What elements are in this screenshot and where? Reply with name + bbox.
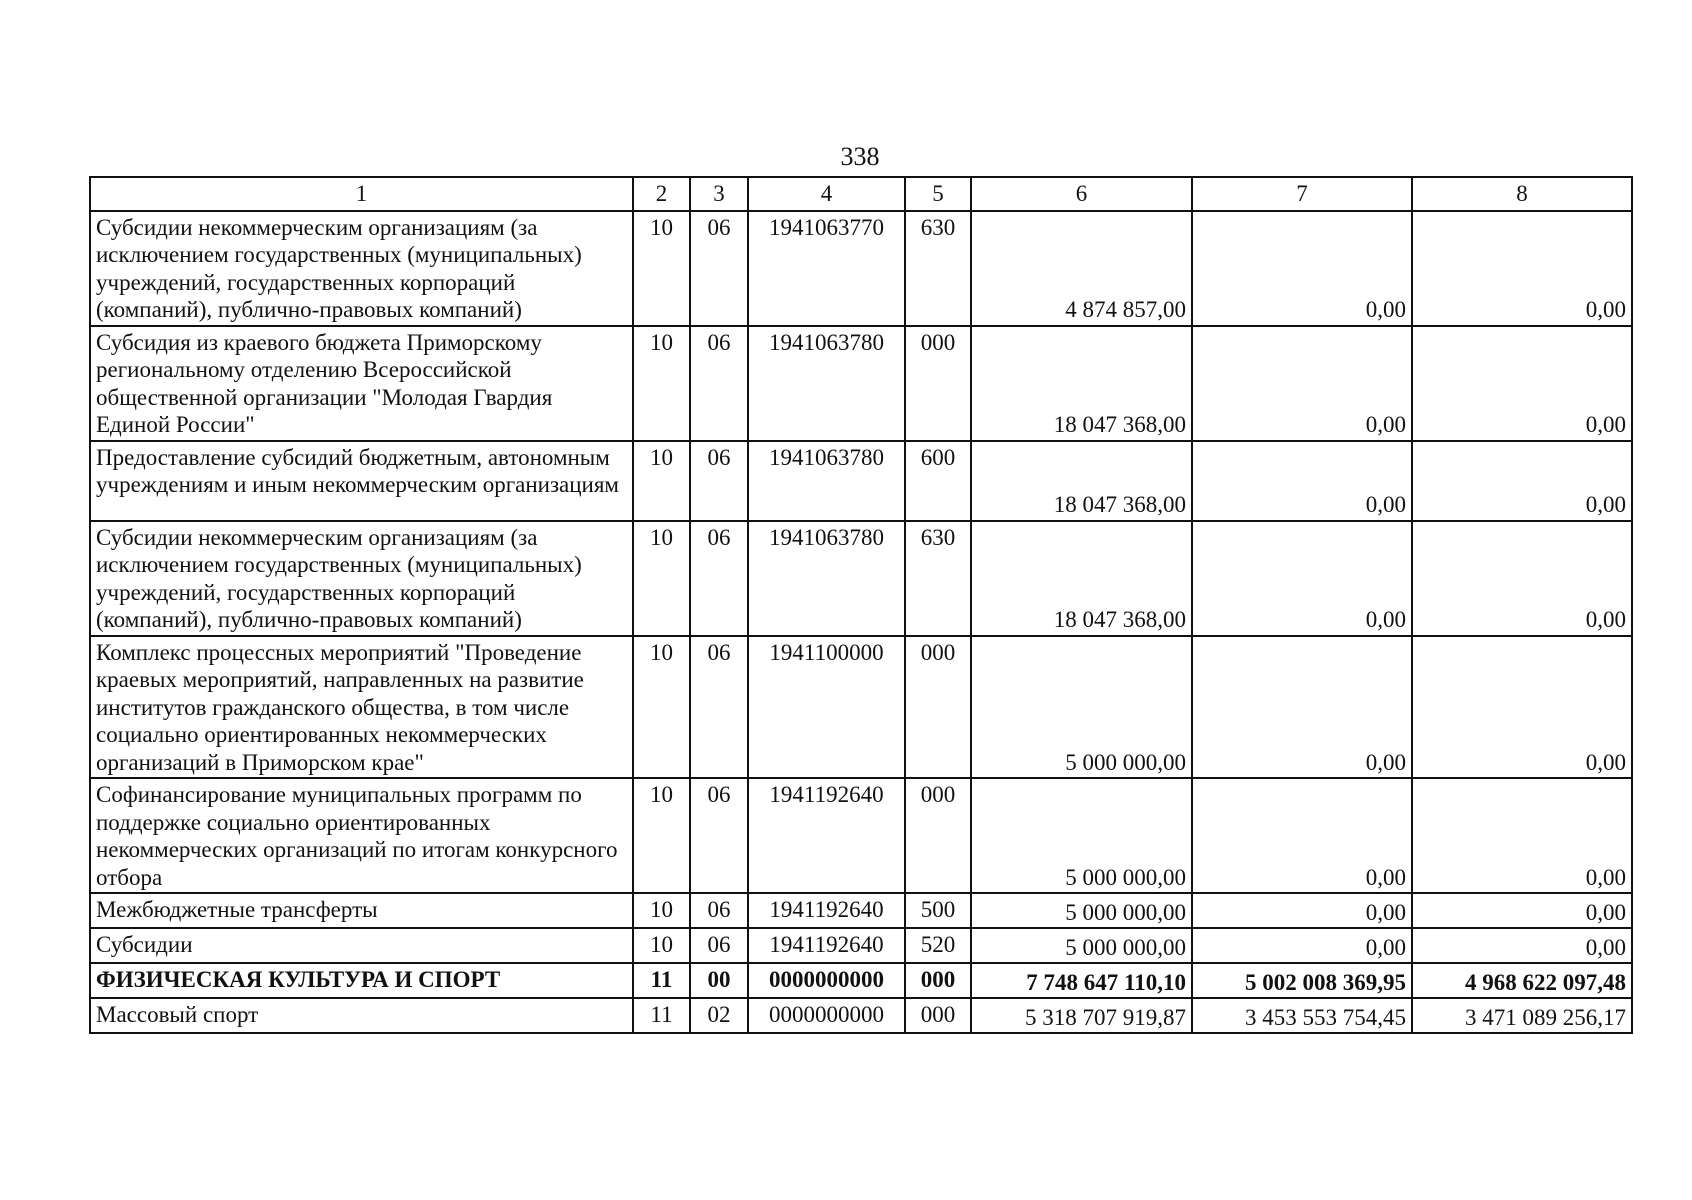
table-row <box>90 441 1632 521</box>
row-subsection-cell: 06 <box>690 778 748 893</box>
row-subsection-cell: 06 <box>690 636 748 779</box>
row-amount-col8-cell: 0,00 <box>1412 441 1632 521</box>
row-expense-type-cell: 000 <box>905 778 971 893</box>
header-cell: 3 <box>690 177 748 211</box>
row-amount-col7-cell: 0,00 <box>1192 521 1412 636</box>
row-amount-col8-cell: 0,00 <box>1412 893 1632 928</box>
row-section-cell: 10 <box>633 211 690 326</box>
row-target-article-cell: 1941100000 <box>748 636 905 779</box>
row-amount-col8-cell: 4 968 622 097,48 <box>1412 963 1632 998</box>
row-expense-type-cell: 600 <box>905 441 971 521</box>
row-expense-type-cell: 630 <box>905 521 971 636</box>
header-cell: 8 <box>1412 177 1632 211</box>
budget-table <box>89 176 1633 1034</box>
row-amount-col7-cell: 0,00 <box>1192 893 1412 928</box>
row-amount-col7-cell: 0,00 <box>1192 778 1412 893</box>
row-name-cell: Софинансирование муниципальных программ по поддержке социально ориентированных некоммерческих организаций по итогам конкурсного отбора <box>90 778 633 893</box>
row-section-cell: 10 <box>633 521 690 636</box>
table-row <box>90 521 1632 636</box>
row-amount-col6-cell: 5 000 000,00 <box>971 636 1192 779</box>
row-target-article-cell: 0000000000 <box>748 963 905 998</box>
header-cell: 7 <box>1192 177 1412 211</box>
row-subsection-cell: 06 <box>690 326 748 441</box>
header-cell: 5 <box>905 177 971 211</box>
row-subsection-cell: 00 <box>690 963 748 998</box>
row-name-cell: Субсидия из краевого бюджета Приморскому региональному отделению Всероссийской общественной организации "Молодая Гвардия Единой России" <box>90 326 633 441</box>
row-amount-col8-cell: 0,00 <box>1412 521 1632 636</box>
header-row <box>90 177 1632 211</box>
row-amount-col7-cell: 0,00 <box>1192 636 1412 779</box>
row-amount-col6-cell: 5 000 000,00 <box>971 928 1192 963</box>
row-amount-col8-cell: 3 471 089 256,17 <box>1412 998 1632 1033</box>
row-section-cell: 11 <box>633 963 690 998</box>
row-expense-type-cell: 000 <box>905 636 971 779</box>
row-amount-col8-cell: 0,00 <box>1412 326 1632 441</box>
row-name-cell: Предоставление субсидий бюджетным, автономным учреждениям и иным некоммерческим организациям <box>90 441 633 521</box>
row-section-cell: 10 <box>633 778 690 893</box>
row-amount-col7-cell: 0,00 <box>1192 326 1412 441</box>
row-section-cell: 10 <box>633 636 690 779</box>
row-target-article-cell: 1941063770 <box>748 211 905 326</box>
row-amount-col6-cell: 5 000 000,00 <box>971 778 1192 893</box>
row-expense-type-cell: 500 <box>905 893 971 928</box>
header-cell: 4 <box>748 177 905 211</box>
table-row <box>90 636 1632 779</box>
row-target-article-cell: 1941192640 <box>748 928 905 963</box>
row-target-article-cell: 1941192640 <box>748 893 905 928</box>
row-expense-type-cell: 520 <box>905 928 971 963</box>
table-row <box>90 778 1632 893</box>
header-cell: 2 <box>633 177 690 211</box>
row-section-cell: 10 <box>633 326 690 441</box>
row-expense-type-cell: 000 <box>905 963 971 998</box>
page-number: 338 <box>840 142 880 171</box>
row-amount-col8-cell: 0,00 <box>1412 778 1632 893</box>
row-amount-col6-cell: 7 748 647 110,10 <box>971 963 1192 998</box>
row-amount-col7-cell: 0,00 <box>1192 928 1412 963</box>
row-target-article-cell: 1941192640 <box>748 778 905 893</box>
row-amount-col8-cell: 0,00 <box>1412 211 1632 326</box>
row-amount-col7-cell: 3 453 553 754,45 <box>1192 998 1412 1033</box>
row-amount-col6-cell: 18 047 368,00 <box>971 521 1192 636</box>
row-target-article-cell: 1941063780 <box>748 521 905 636</box>
row-expense-type-cell: 000 <box>905 326 971 441</box>
row-amount-col7-cell: 0,00 <box>1192 211 1412 326</box>
row-amount-col6-cell: 5 000 000,00 <box>971 893 1192 928</box>
table-row <box>90 326 1632 441</box>
table-row <box>90 963 1632 998</box>
row-amount-col6-cell: 18 047 368,00 <box>971 441 1192 521</box>
row-target-article-cell: 0000000000 <box>748 998 905 1033</box>
row-target-article-cell: 1941063780 <box>748 326 905 441</box>
row-subsection-cell: 06 <box>690 211 748 326</box>
row-name-cell: Межбюджетные трансферты <box>90 893 633 928</box>
header-cell: 6 <box>971 177 1192 211</box>
table-row <box>90 928 1632 963</box>
row-name-cell: Субсидии некоммерческим организациям (за исключением государственных (муниципальных) учреждений, государственных корпораций (компаний), публично-правовых компаний) <box>90 211 633 326</box>
row-name-cell: ФИЗИЧЕСКАЯ КУЛЬТУРА И СПОРТ <box>90 963 633 998</box>
row-name-cell: Субсидии <box>90 928 633 963</box>
row-subsection-cell: 06 <box>690 441 748 521</box>
table-row <box>90 998 1632 1033</box>
table-body <box>90 177 1632 1033</box>
row-amount-col8-cell: 0,00 <box>1412 636 1632 779</box>
row-amount-col8-cell: 0,00 <box>1412 928 1632 963</box>
row-amount-col6-cell: 4 874 857,00 <box>971 211 1192 326</box>
row-expense-type-cell: 630 <box>905 211 971 326</box>
row-section-cell: 11 <box>633 998 690 1033</box>
row-subsection-cell: 06 <box>690 893 748 928</box>
row-subsection-cell: 06 <box>690 928 748 963</box>
row-section-cell: 10 <box>633 441 690 521</box>
row-amount-col7-cell: 0,00 <box>1192 441 1412 521</box>
table-row <box>90 893 1632 928</box>
row-subsection-cell: 06 <box>690 521 748 636</box>
header-cell: 1 <box>90 177 633 211</box>
row-amount-col6-cell: 18 047 368,00 <box>971 326 1192 441</box>
row-section-cell: 10 <box>633 893 690 928</box>
row-name-cell: Субсидии некоммерческим организациям (за исключением государственных (муниципальных) учреждений, государственных корпораций (компаний), публично-правовых компаний) <box>90 521 633 636</box>
table-row <box>90 211 1632 326</box>
row-name-cell: Массовый спорт <box>90 998 633 1033</box>
row-section-cell: 10 <box>633 928 690 963</box>
row-target-article-cell: 1941063780 <box>748 441 905 521</box>
row-amount-col7-cell: 5 002 008 369,95 <box>1192 963 1412 998</box>
row-expense-type-cell: 000 <box>905 998 971 1033</box>
row-subsection-cell: 02 <box>690 998 748 1033</box>
row-name-cell: Комплекс процессных мероприятий "Проведение краевых мероприятий, направленных на развитие институтов гражданского общества, в том числе социально ориентированных некоммерческих организаций в Приморском крае" <box>90 636 633 779</box>
row-amount-col6-cell: 5 318 707 919,87 <box>971 998 1192 1033</box>
